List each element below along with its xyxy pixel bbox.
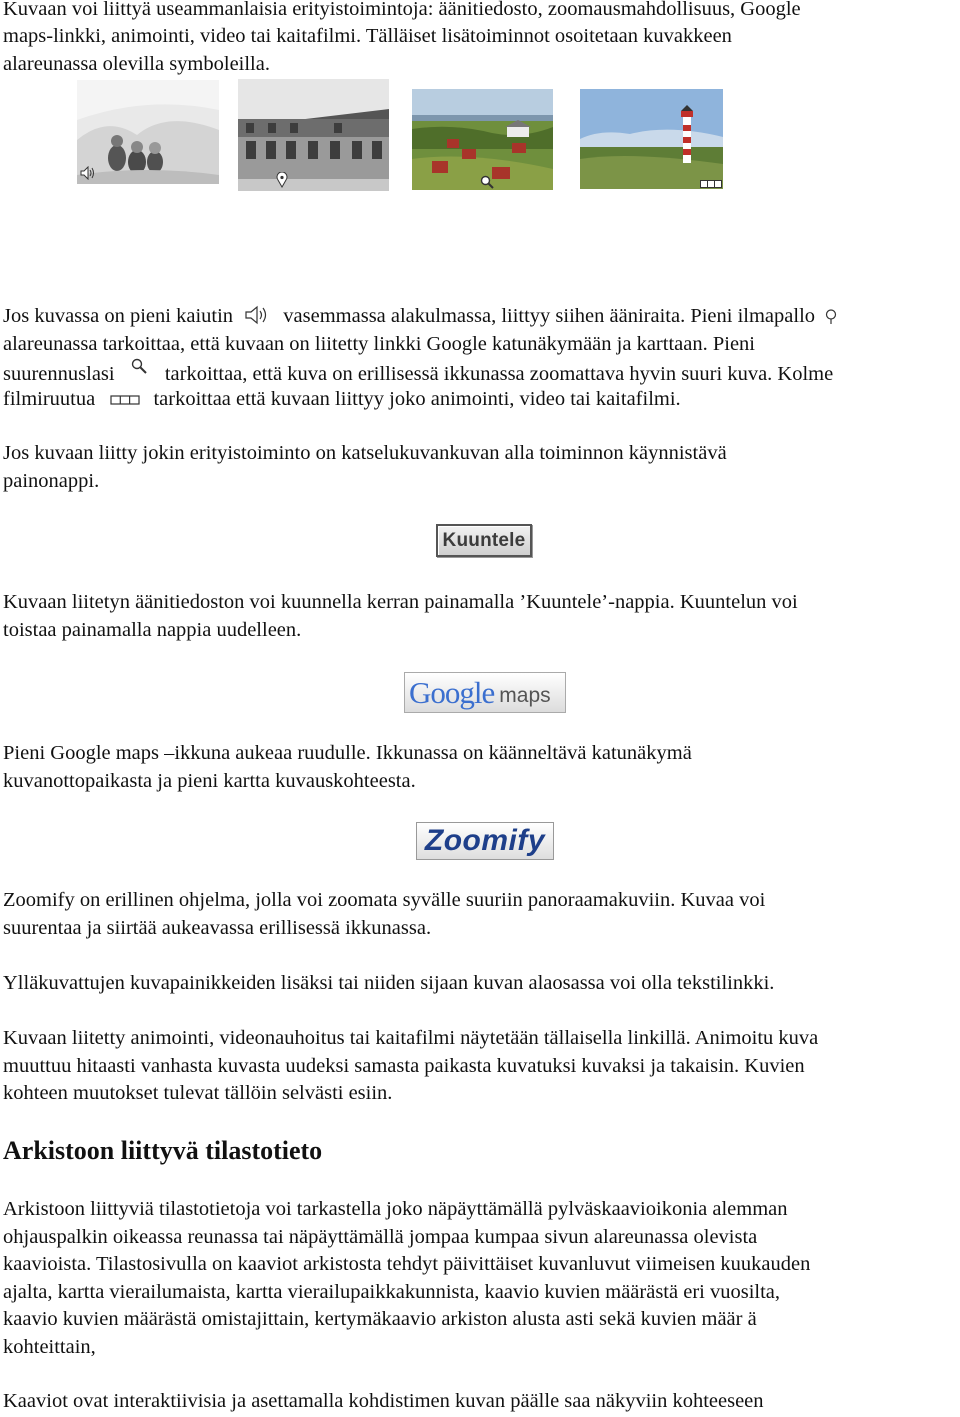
intro-line-1: Kuvaan voi liittyä useammanlaisia erityistoimintoja: äänitiedosto, zoomausmahdollisuus, Google bbox=[3, 0, 801, 20]
google-wordmark: Google bbox=[409, 675, 495, 710]
symbols-line-1 bbox=[3, 303, 958, 331]
symbols-line-4 bbox=[3, 386, 958, 414]
zoomify-wordmark: Zoomify bbox=[424, 824, 546, 857]
listen-text-line-1: Kuvaan liitetyn äänitiedoston voi kuunnella kerran painamalla ’Kuuntele’-nappia. Kuuntelun voi bbox=[3, 591, 798, 613]
symbols-line-3 bbox=[3, 358, 958, 389]
google-maps-button[interactable] bbox=[404, 672, 566, 713]
animation-text-line-3: kohteen muutokset tulevat tällöin selvästi esiin. bbox=[3, 1082, 393, 1104]
special-line-2: painonappi. bbox=[3, 470, 100, 492]
stats-text-line-2: ohjauspalkin oikeassa reunassa tai näpäyttämällä jompaa kumpaa sivun alareunassa olevista bbox=[3, 1226, 758, 1248]
animation-text-line-2: muuttuu hitaasti vanhasta kuvasta uudeksi samasta paikasta kuvatuksi kuvaksi ja takaisin. Kuvien bbox=[3, 1055, 805, 1077]
intro-line-3: alareunassa olevilla symboleilla. bbox=[3, 53, 270, 75]
textlink-paragraph: Ylläkuvattujen kuvapainikkeiden lisäksi tai niiden sijaan kuvan alaosassa voi olla tekstilinkki. bbox=[3, 972, 775, 994]
magnifier-icon bbox=[480, 175, 494, 189]
stats-text-line-5: kaavio kuvien määrästä omistajittain, kertymäkaavio arkiston alusta asti sekä kuvien määr ä bbox=[3, 1308, 757, 1330]
google-maps-wordmark bbox=[409, 677, 494, 708]
snow-family-photo[interactable] bbox=[77, 80, 219, 184]
symbols-text-3a: suurennuslasi bbox=[3, 363, 115, 385]
red-houses-photo[interactable] bbox=[412, 89, 553, 190]
special-line-1: Jos kuvaan liitty jokin erityistoiminto on katselukuvankuvan alla toiminnon käynnistävä bbox=[3, 442, 727, 464]
maps-wordmark: maps bbox=[499, 683, 551, 707]
symbols-text-4b: tarkoittaa että kuvaan liittyy joko animointi, video tai kaitafilmi. bbox=[153, 388, 681, 410]
symbols-text-1b: vasemmassa alakulmassa, liittyy siihen ääniraita. Pieni ilmapallo bbox=[283, 305, 816, 327]
speaker-icon bbox=[80, 166, 96, 180]
stats-text-line-1: Arkistoon liittyviä tilastotietoja voi tarkastella joko näpäyttämällä pylväskaavioikonia alemman bbox=[3, 1198, 788, 1220]
listen-button[interactable] bbox=[436, 524, 532, 557]
stats-text-line-6: kohteittain, bbox=[3, 1336, 96, 1358]
last-line: Kaaviot ovat interaktiivisia ja asettamalla kohdistimen kuvan päälle saa näkyviin kohteeseen bbox=[3, 1390, 764, 1412]
pin-icon bbox=[276, 172, 288, 188]
animation-text-line-1: Kuvaan liitetty animointi, videonauhoitus tai kaitafilmi näytetään tällaisella linkillä. Animoitu kuva bbox=[3, 1027, 819, 1049]
film-strip-icon bbox=[110, 395, 140, 405]
film-strip-icon bbox=[700, 180, 722, 188]
stats-text-line-3: kaavioista. Tilastosivulla on kaaviot arkistosta tehdyt päivittäiset kuvanluvut viimeisen kuukauden bbox=[3, 1253, 811, 1275]
zoomify-button[interactable] bbox=[416, 822, 554, 860]
magnifier-icon bbox=[130, 358, 152, 376]
maps-text-line-1: Pieni Google maps –ikkuna aukeaa ruudulle. Ikkunassa on käänneltävä katunäkymä bbox=[3, 742, 692, 764]
symbols-line-2: alareunassa tarkoittaa, että kuvaan on liitetty linkki Google katunäkymään ja karttaan. Pieni bbox=[3, 333, 755, 355]
stats-text-line-4: ajalta, kartta vierailumaista, kartta vierailupaikkakunnista, kaavio kuvien määrästä eri vuosilta, bbox=[3, 1281, 780, 1303]
listen-button-label: Kuuntele bbox=[442, 529, 526, 551]
intro-line-2: maps-linkki, animointi, video tai kaitafilmi. Tälläiset lisätoiminnot osoitetaan kuvakkeen bbox=[3, 25, 732, 47]
symbols-text-1a: Jos kuvassa on pieni kaiutin bbox=[3, 305, 234, 327]
symbols-text-4a: filmiruutua bbox=[3, 388, 96, 410]
lighthouse-photo[interactable] bbox=[580, 89, 723, 189]
speaker-icon bbox=[244, 305, 270, 325]
listen-text-line-2: toistaa painamalla nappia uudelleen. bbox=[3, 619, 302, 641]
stats-heading: Arkistoon liittyvä tilastotieto bbox=[3, 1136, 323, 1165]
zoomify-text-line-2: suurentaa ja siirtää aukeavassa erillisessä ikkunassa. bbox=[3, 917, 432, 939]
old-building-photo[interactable] bbox=[238, 79, 389, 191]
zoomify-text-line-1: Zoomify on erillinen ohjelma, jolla voi zoomata syvälle suuriin panoraamakuviin. Kuvaa voi bbox=[3, 889, 766, 911]
balloon-icon bbox=[824, 308, 838, 326]
symbols-text-3b: tarkoittaa, että kuva on erillisessä ikkunassa zoomattava hyvin suuri kuva. Kolme bbox=[164, 363, 834, 385]
maps-text-line-2: kuvanottopaikasta ja pieni kartta kuvauskohteesta. bbox=[3, 770, 416, 792]
